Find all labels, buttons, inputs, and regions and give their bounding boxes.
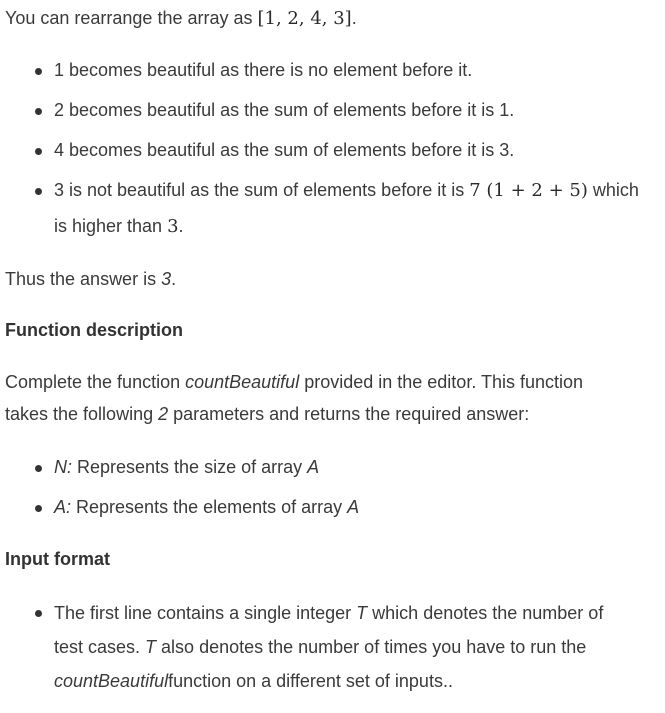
fd-text1: Complete the function [5, 372, 186, 392]
item-text: 1 becomes beautiful as there is no element before it. [54, 60, 473, 80]
list-item [5, 134, 665, 174]
example-list [5, 54, 665, 243]
function-name: countBeautiful [185, 372, 300, 392]
function-description-heading: Function description [5, 320, 183, 340]
intro-end: . [351, 8, 357, 28]
intro-paragraph [5, 2, 357, 35]
list-item [5, 174, 665, 243]
if-line1-text2: which denotes the number of [367, 603, 604, 623]
if-line3-text: function on a different set of inputs.. [168, 671, 453, 691]
item-end: . [178, 216, 184, 236]
if-line2-pre: test cases. [54, 637, 146, 657]
item-text-line2: is higher than [54, 216, 168, 236]
item-text: 4 becomes beautiful as the sum of elements before it is 3. [54, 140, 515, 160]
if-line1-text: The first line contains a single integer [54, 603, 357, 623]
sum-math: 7 (1 + 2 + 5) [469, 180, 588, 201]
item-text-continued: which [587, 180, 639, 200]
fd-line2-text2: parameters and returns the required answer: [168, 404, 530, 424]
input-format-list [5, 596, 665, 698]
param-name: A: [54, 497, 72, 517]
answer-value: 3 [161, 269, 172, 289]
if-var-t2: T [145, 637, 157, 657]
answer-text: Thus the answer is [5, 269, 162, 289]
if-function-name: countBeautiful [54, 671, 169, 691]
function-description-paragraph [5, 366, 583, 430]
list-item [5, 491, 665, 523]
list-item [5, 451, 665, 491]
item-text: 2 becomes beautiful as the sum of elements before it is 1. [54, 100, 515, 120]
answer-end: . [171, 269, 177, 289]
answer-paragraph [5, 263, 176, 295]
list-item [5, 54, 665, 94]
value-math: 3 [167, 216, 179, 237]
if-line2-text: also denotes the number of times you have to run the [156, 637, 587, 657]
param-name: N: [54, 457, 72, 477]
fd-line2-text1: takes the following [5, 404, 159, 424]
params-list [5, 451, 665, 523]
intro-text: You can rearrange the array as [5, 8, 258, 28]
if-var-t: T [356, 603, 368, 623]
fd-text2: provided in the editor. This function [299, 372, 584, 392]
input-format-heading: Input format [5, 549, 110, 569]
list-item [5, 94, 665, 134]
intro-array-math: [1, 2, 4, 3] [257, 8, 352, 29]
list-item [5, 596, 665, 698]
item-text: 3 is not beautiful as the sum of elements before it is [54, 180, 470, 200]
param-count: 2 [158, 404, 169, 424]
param-var: A [347, 497, 360, 517]
param-desc: Represents the elements of array [71, 497, 348, 517]
param-desc: Represents the size of array [72, 457, 308, 477]
param-var: A [307, 457, 320, 477]
